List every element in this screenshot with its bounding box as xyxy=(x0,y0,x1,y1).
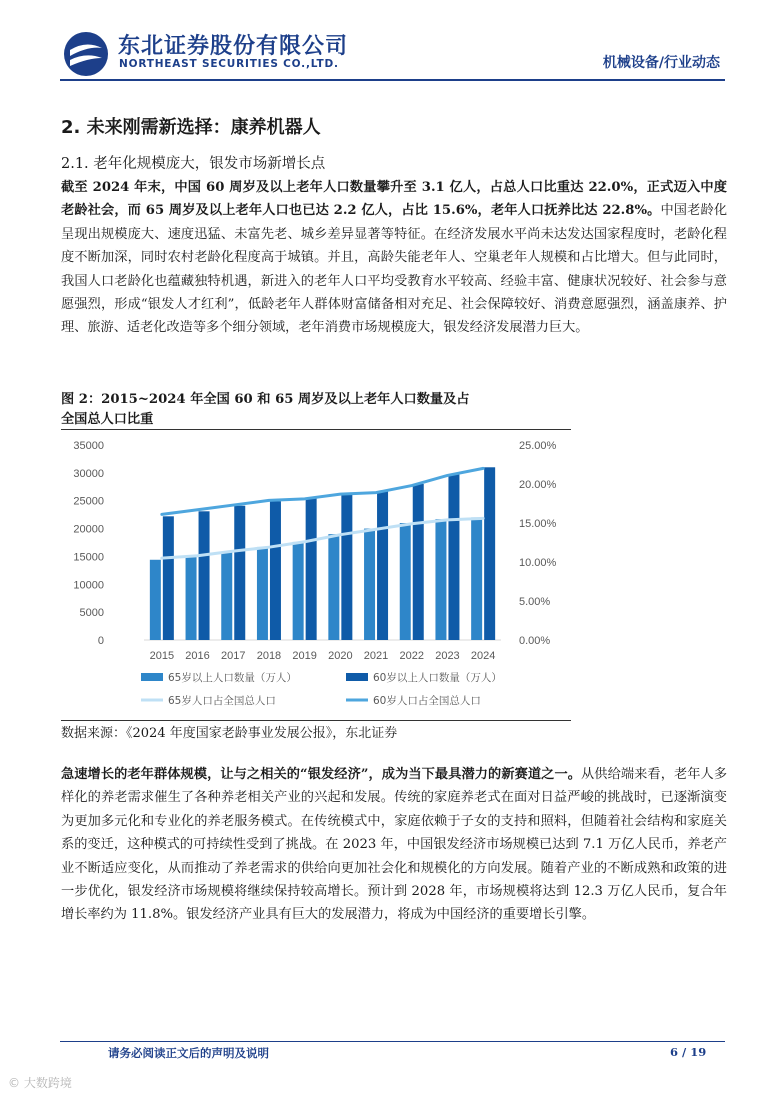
y-left-tick-label: 25000 xyxy=(73,495,104,508)
y-left-tick-label: 0 xyxy=(97,635,104,647)
y-right-tick-label: 25.00% xyxy=(519,440,557,452)
y-right-tick-label: 5.00% xyxy=(519,596,551,608)
y-left-tick-label: 15000 xyxy=(73,551,104,564)
bar-60plus xyxy=(163,516,174,640)
bar-65plus xyxy=(221,552,232,640)
y-right-tick-label: 0.00% xyxy=(519,635,551,647)
line-65plus-share xyxy=(162,518,483,558)
figure-source: 数据来源：《2024 年度国家老龄事业发展公报》，东北证券 xyxy=(61,726,398,741)
y-left-tick-label: 20000 xyxy=(73,523,104,536)
y-left-tick-label: 30000 xyxy=(73,467,104,480)
x-tick-label: 2020 xyxy=(328,650,353,662)
y-right-tick-label: 20.00% xyxy=(519,479,557,491)
body-paragraph-2 xyxy=(61,763,727,927)
y-right-tick-label: 15.00% xyxy=(519,518,557,530)
x-tick-label: 2022 xyxy=(399,650,424,662)
footer-divider xyxy=(60,1041,725,1042)
y-left-tick-label: 10000 xyxy=(73,579,104,592)
company-name-en: NORTHEAST SECURITIES CO.,LTD. xyxy=(119,58,339,70)
legend-swatch xyxy=(346,673,368,681)
section-heading: 2. 未来刚需新选择：康养机器人 xyxy=(61,117,321,138)
legend-label: 60岁以上人口数量（万人） xyxy=(373,672,502,684)
bar-65plus xyxy=(328,534,339,640)
bar-65plus xyxy=(257,547,268,640)
para2-text: 从供给端来看，老年人多样化的养老需求催生了各种养老相关产业的兴起和发展。传统的家庭养老式在面对日益严峻的挑战时，已逐渐演变为更加多元化和专业化的养老服务模式。在传统模式中，家庭依赖于子女的支持和照料，但随着社会结构和家庭关系的变迁，这种模式的可持续性受到了挑战。在 2023 年，中国银发经济市场规模已达到 7.1 万亿人民币，养老产业不断适应变化，从而推动了养老需求的供给向更加社会化和规模化的方向发展。随着产业的不断成熟和政策的进一步优化，银发经济市场规模将继续保持较高增长。预计到 2028 年，市场规模将达到 12.3 万亿人民币，复合年增长率约为 11.8%。银发经济产业具有巨大的发展潜力，将成为中国经济的重要增长引擎。 xyxy=(61,767,728,923)
line-60plus-share xyxy=(162,468,483,514)
bar-65plus xyxy=(471,517,482,640)
para1-bold-text: 截至 2024 年末，中国 60 周岁及以上老年人口数量攀升至 3.1 亿人，占总人口比重达 22.0%，正式迈入中度老龄社会，而 65 周岁及以上老年人口也已达 2.2 亿人，占比 15.6%，老年人口抚养比达 22.8%。 xyxy=(61,180,727,219)
y-left-tick-label: 35000 xyxy=(73,440,104,452)
bar-60plus xyxy=(448,475,459,640)
para1-text: 中国老龄化呈现出规模庞大、速度迅猛、未富先老、城乡差异显著等特征。在经济发展水平尚未达发达国家程度时，老龄化程度不断加深，同时农村老龄化程度高于城镇。并且，高龄失能老年人、空巢老年人规模和占比增大。但与此同时，我国人口老龄化也蕴藏独特机遇，新进入的老年人口平均受教育水平较高、经验丰富、健康状况较好、社会参与意愿强烈，形成“银发人才红利”，低龄老年人群体财富储备相对充足、社会保障较好、消费意愿强烈，涵盖康养、护理、旅游、适老化改造等多个细分领域，老年消费市场规模庞大，银发经济发展潜力巨大。 xyxy=(61,203,728,336)
x-tick-label: 2024 xyxy=(470,650,496,662)
y-right-tick-label: 10.00% xyxy=(519,557,557,569)
x-tick-label: 2023 xyxy=(435,650,460,662)
bar-60plus xyxy=(341,493,352,640)
bar-65plus xyxy=(400,523,411,640)
bar-65plus xyxy=(435,519,446,640)
x-tick-label: 2017 xyxy=(221,650,246,662)
x-tick-label: 2019 xyxy=(292,650,317,662)
page-number: 6 / 19 xyxy=(670,1045,707,1059)
x-tick-label: 2021 xyxy=(363,650,389,662)
legend-label: 65岁以上人口数量（万人） xyxy=(168,672,297,684)
x-tick-label: 2016 xyxy=(185,650,210,662)
bar-60plus xyxy=(270,501,281,640)
bar-60plus xyxy=(413,484,424,640)
x-tick-label: 2018 xyxy=(256,650,282,662)
watermark: © 大数跨境 xyxy=(8,1076,72,1090)
bar-65plus xyxy=(293,542,304,640)
bar-60plus xyxy=(234,506,245,640)
bar-65plus xyxy=(364,529,375,640)
legend-label: 65岁人口占全国总人口 xyxy=(168,695,276,707)
company-name-cn: 东北证券股份有限公司 xyxy=(118,34,349,59)
report-category: 机械设备/行业动态 xyxy=(602,55,720,71)
body-paragraph-1 xyxy=(61,176,727,340)
company-logo-icon xyxy=(62,30,110,78)
population-chart xyxy=(61,429,571,719)
bar-60plus xyxy=(377,491,388,640)
bar-60plus xyxy=(199,511,210,640)
x-tick-label: 2015 xyxy=(149,650,175,662)
bar-60plus xyxy=(484,467,495,640)
header-divider xyxy=(60,79,725,81)
subsection-heading: 2.1. 老年化规模庞大，银发市场新增长点 xyxy=(61,156,326,172)
bar-65plus xyxy=(186,556,197,640)
legend-swatch xyxy=(141,673,163,681)
legend-label: 60岁人口占全国总人口 xyxy=(373,695,481,707)
figure-title: 图 2：2015~2024 年全国 60 和 65 周岁及以上老年人口数量及占全国总人口比重 xyxy=(61,392,470,427)
bar-65plus xyxy=(150,560,161,640)
y-left-tick-label: 5000 xyxy=(79,607,104,620)
disclaimer-note: 请务必阅读正文后的声明及说明 xyxy=(108,1046,269,1060)
para2-bold-text: 急速增长的老年群体规模，让与之相关的“银发经济”，成为当下最具潜力的新赛道之一。 xyxy=(61,767,582,782)
bar-60plus xyxy=(306,498,317,640)
